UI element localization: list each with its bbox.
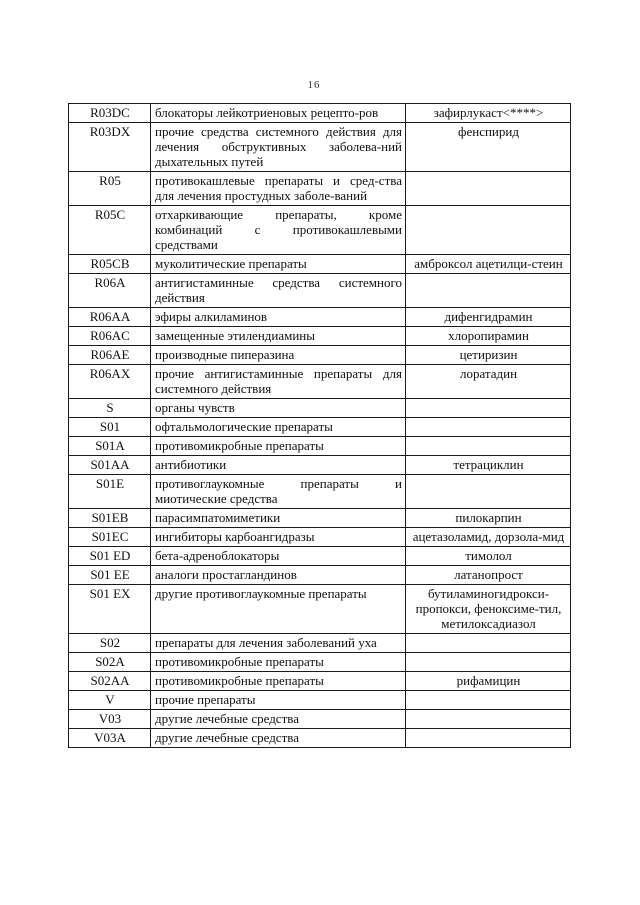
table-row <box>69 509 571 528</box>
drug-name-cell <box>406 418 571 437</box>
drug-name-cell: ацетазоламид, дорзола-мид <box>406 528 571 547</box>
description-cell: прочие средства системного действия для лечения обструктивных заболева-ний дыхательных путей <box>151 123 406 172</box>
atc-code-cell: S01 EX <box>69 585 151 634</box>
table-row <box>69 308 571 327</box>
description-cell: блокаторы лейкотриеновых рецепто-ров <box>151 104 406 123</box>
drug-name-cell: бутиламиногидрокси-пропокси, феноксиме-тил, метилоксадиазол <box>406 585 571 634</box>
atc-code-cell: S01EC <box>69 528 151 547</box>
description-cell: аналоги простагландинов <box>151 566 406 585</box>
table-row <box>69 255 571 274</box>
description-cell: другие лечебные средства <box>151 729 406 748</box>
description-cell: отхаркивающие препараты, кроме комбинаций с противокашлевыми средствами <box>151 206 406 255</box>
description-cell: парасимпатомиметики <box>151 509 406 528</box>
atc-code-cell: S01A <box>69 437 151 456</box>
atc-code-cell: S01AA <box>69 456 151 475</box>
description-cell: ингибиторы карбоангидразы <box>151 528 406 547</box>
drug-name-cell: хлоропирамин <box>406 327 571 346</box>
description-cell: антибиотики <box>151 456 406 475</box>
drug-name-cell <box>406 729 571 748</box>
drug-name-cell <box>406 653 571 672</box>
table-row <box>69 710 571 729</box>
table-row <box>69 123 571 172</box>
description-cell: противокашлевые препараты и сред-ства для лечения простудных заболе-ваний <box>151 172 406 206</box>
drug-name-cell <box>406 691 571 710</box>
description-cell: прочие препараты <box>151 691 406 710</box>
atc-code-cell: S02A <box>69 653 151 672</box>
table-row <box>69 274 571 308</box>
table-row <box>69 528 571 547</box>
atc-code-cell: V03A <box>69 729 151 748</box>
drug-name-cell: фенспирид <box>406 123 571 172</box>
drug-name-cell: дифенгидрамин <box>406 308 571 327</box>
atc-code-cell: S01 ED <box>69 547 151 566</box>
atc-code-cell: S02AA <box>69 672 151 691</box>
atc-code-cell: S01E <box>69 475 151 509</box>
table-body <box>69 104 571 748</box>
description-cell: другие противоглаукомные препараты <box>151 585 406 634</box>
table-row <box>69 456 571 475</box>
drug-classification-table <box>68 103 571 748</box>
atc-code-cell: V <box>69 691 151 710</box>
description-cell: офтальмологические препараты <box>151 418 406 437</box>
atc-code-cell: S <box>69 399 151 418</box>
atc-code-cell: V03 <box>69 710 151 729</box>
table-row <box>69 104 571 123</box>
table-row <box>69 475 571 509</box>
description-cell: препараты для лечения заболеваний уха <box>151 634 406 653</box>
table-row <box>69 672 571 691</box>
drug-name-cell <box>406 634 571 653</box>
description-cell: противомикробные препараты <box>151 437 406 456</box>
description-cell: антигистаминные средства системного действия <box>151 274 406 308</box>
page-number: 16 <box>307 79 321 91</box>
description-cell: производные пиперазина <box>151 346 406 365</box>
drug-name-cell <box>406 399 571 418</box>
table-row <box>69 365 571 399</box>
table-row <box>69 729 571 748</box>
description-cell: прочие антигистаминные препараты для системного действия <box>151 365 406 399</box>
atc-code-cell: R06AA <box>69 308 151 327</box>
atc-code-cell: R05CB <box>69 255 151 274</box>
drug-name-cell <box>406 710 571 729</box>
description-cell: противоглаукомные препараты и миотические средства <box>151 475 406 509</box>
atc-code-cell: S01 EE <box>69 566 151 585</box>
table-row <box>69 437 571 456</box>
description-cell: замещенные этилендиамины <box>151 327 406 346</box>
table-row <box>69 418 571 437</box>
drug-name-cell <box>406 206 571 255</box>
description-cell: бета-адреноблокаторы <box>151 547 406 566</box>
table-row <box>69 653 571 672</box>
drug-name-cell: латанопрост <box>406 566 571 585</box>
drug-name-cell <box>406 475 571 509</box>
drug-name-cell: тимолол <box>406 547 571 566</box>
drug-name-cell <box>406 274 571 308</box>
description-cell: эфиры алкиламинов <box>151 308 406 327</box>
atc-code-cell: R03DC <box>69 104 151 123</box>
table-row <box>69 634 571 653</box>
atc-code-cell: R05 <box>69 172 151 206</box>
drug-name-cell: лоратадин <box>406 365 571 399</box>
table-row <box>69 346 571 365</box>
atc-code-cell: S01EB <box>69 509 151 528</box>
atc-code-cell: S02 <box>69 634 151 653</box>
table-row <box>69 172 571 206</box>
table-row <box>69 691 571 710</box>
drug-name-cell: цетиризин <box>406 346 571 365</box>
drug-name-cell: рифамицин <box>406 672 571 691</box>
drug-name-cell: тетрациклин <box>406 456 571 475</box>
atc-code-cell: R06AE <box>69 346 151 365</box>
atc-code-cell: R06A <box>69 274 151 308</box>
drug-name-cell <box>406 437 571 456</box>
drug-name-cell <box>406 172 571 206</box>
atc-code-cell: R06AC <box>69 327 151 346</box>
description-cell: муколитические препараты <box>151 255 406 274</box>
atc-code-cell: R05C <box>69 206 151 255</box>
drug-name-cell: амброксол ацетилци-стеин <box>406 255 571 274</box>
table-row <box>69 566 571 585</box>
description-cell: органы чувств <box>151 399 406 418</box>
table-row <box>69 206 571 255</box>
description-cell: другие лечебные средства <box>151 710 406 729</box>
drug-name-cell: зафирлукаст<****> <box>406 104 571 123</box>
table-row <box>69 547 571 566</box>
table-row <box>69 327 571 346</box>
description-cell: противомикробные препараты <box>151 653 406 672</box>
table-row <box>69 585 571 634</box>
atc-code-cell: R03DX <box>69 123 151 172</box>
description-cell: противомикробные препараты <box>151 672 406 691</box>
drug-name-cell: пилокарпин <box>406 509 571 528</box>
atc-code-cell: R06AX <box>69 365 151 399</box>
atc-code-cell: S01 <box>69 418 151 437</box>
table-row <box>69 399 571 418</box>
